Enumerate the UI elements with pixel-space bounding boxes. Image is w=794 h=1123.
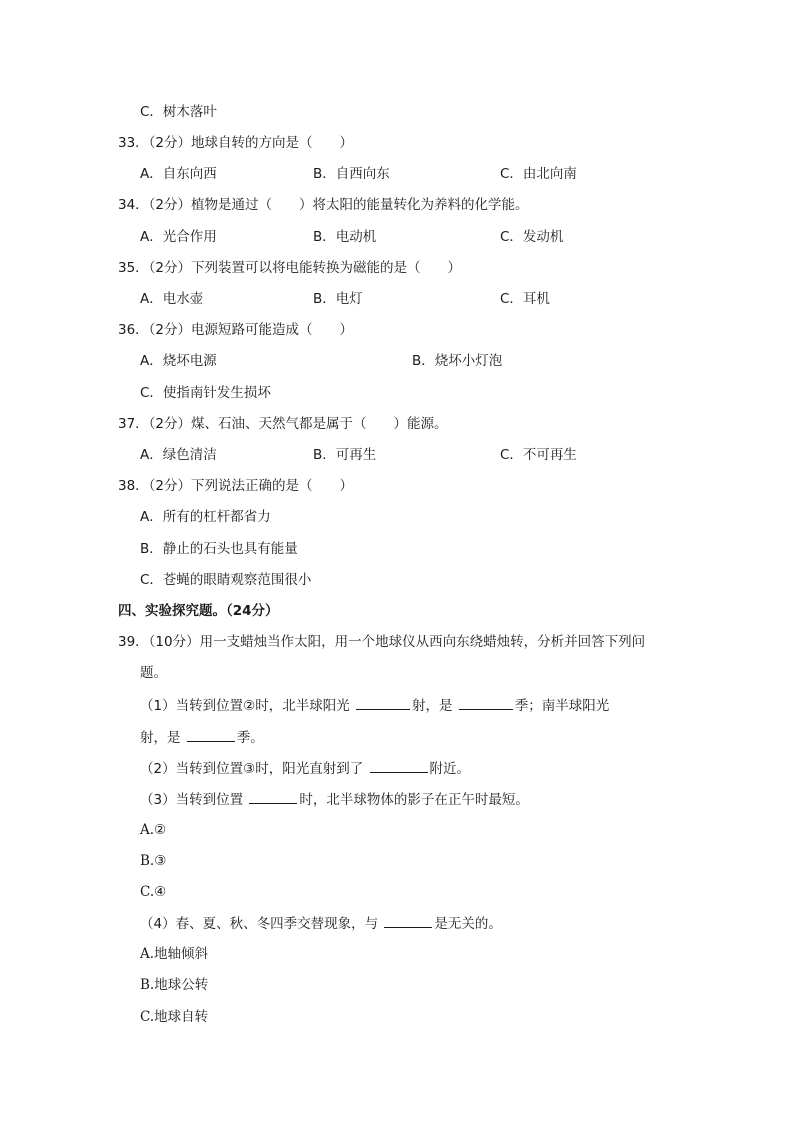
q39-part4-option-c: C.地球自转 (140, 1009, 209, 1025)
q39-part3-option-a: A.② (140, 822, 167, 838)
q32-option-c: C．树木落叶 (140, 104, 217, 120)
q35-stem: 35．（2分）下列装置可以将电能转换为磁能的是（ ） (118, 260, 462, 276)
q34-option-c: C．发动机 (500, 229, 564, 245)
q36-stem: 36．（2分）电源短路可能造成（ ） (118, 322, 354, 338)
q36-option-a: A．烧坏电源 (140, 353, 217, 369)
q39-part1-text-a: （1）当转到位置②时，北半球阳光 (140, 698, 350, 714)
section-4-title: 四、实验探究题。（24分） (118, 603, 279, 619)
q33-option-c: C．由北向南 (500, 166, 577, 182)
q39-stem-line1: 39．（10分）用一支蜡烛当作太阳，用一个地球仪从西向东绕蜡烛转，分析并回答下列问 (118, 634, 646, 650)
q39-part2-text-b: 附近。 (429, 761, 470, 777)
q38-stem: 38．（2分）下列说法正确的是（ ） (118, 478, 354, 494)
q39-part3-option-c: C.④ (140, 884, 167, 900)
q39-part3-option-b: B.③ (140, 853, 167, 869)
q33-option-a: A．自东向西 (140, 166, 217, 182)
q39-part1-text-d: 射，是 (140, 730, 181, 746)
q39-part1-text-e: 季。 (236, 730, 264, 746)
q37-stem: 37．（2分）煤、石油、天然气都是属于（ ）能源。 (118, 416, 448, 432)
q39-part3 (140, 789, 529, 810)
q35-option-c: C．耳机 (500, 291, 550, 307)
q36-option-c: C．使指南针发生损坏 (140, 385, 271, 401)
q37-option-b: B．可再生 (313, 447, 377, 463)
q34-option-b: B．电动机 (313, 229, 377, 245)
q39-stem-line2: 题。 (140, 665, 167, 681)
q34-stem: 34．（2分）植物是通过（ ）将太阳的能量转化为养料的化学能。 (118, 197, 529, 213)
q36-option-b: B．烧坏小灯泡 (412, 353, 503, 369)
q39-part4-text-b: 是无关的。 (434, 916, 502, 932)
q39-part4 (140, 913, 502, 934)
q39-part2-blank[interactable] (370, 758, 428, 773)
q39-part4-text-a: （4）春、夏、秋、冬四季交替现象，与 (140, 916, 379, 932)
q39-part1-text-c: 季；南半球阳光 (514, 698, 610, 714)
q38-option-c: C．苍蝇的眼睛观察范围很小 (140, 572, 312, 588)
q39-part1-text-b: 射，是 (412, 698, 453, 714)
q39-part3-text-a: （3）当转到位置 (140, 792, 244, 808)
q35-option-b: B．电灯 (313, 291, 363, 307)
q34-option-a: A．光合作用 (140, 229, 217, 245)
q39-part2-text-a: （2）当转到位置③时，阳光直射到了 (140, 761, 364, 777)
q39-part4-option-a: A.地轴倾斜 (140, 946, 209, 962)
q33-option-b: B．自西向东 (313, 166, 390, 182)
q39-part4-option-b: B.地球公转 (140, 977, 209, 993)
q39-part1-blank-3[interactable] (187, 727, 235, 742)
q37-option-c: C．不可再生 (500, 447, 577, 463)
q38-option-b: B．静止的石头也具有能量 (140, 541, 298, 557)
q39-part1-blank-1[interactable] (356, 695, 410, 710)
q33-stem: 33．（2分）地球自转的方向是（ ） (118, 135, 354, 151)
q39-part3-blank[interactable] (249, 789, 297, 804)
q38-option-a: A．所有的杠杆都省力 (140, 509, 271, 525)
q39-part1-blank-2[interactable] (459, 695, 513, 710)
q39-part4-blank[interactable] (384, 913, 432, 928)
q37-option-a: A．绿色清洁 (140, 447, 217, 463)
q39-part2 (140, 758, 470, 779)
q39-part1-line1 (140, 695, 609, 716)
q35-option-a: A．电水壶 (140, 291, 204, 307)
q39-part1-line2 (140, 727, 264, 748)
q39-part3-text-b: 时，北半球物体的影子在正午时最短。 (299, 792, 529, 808)
